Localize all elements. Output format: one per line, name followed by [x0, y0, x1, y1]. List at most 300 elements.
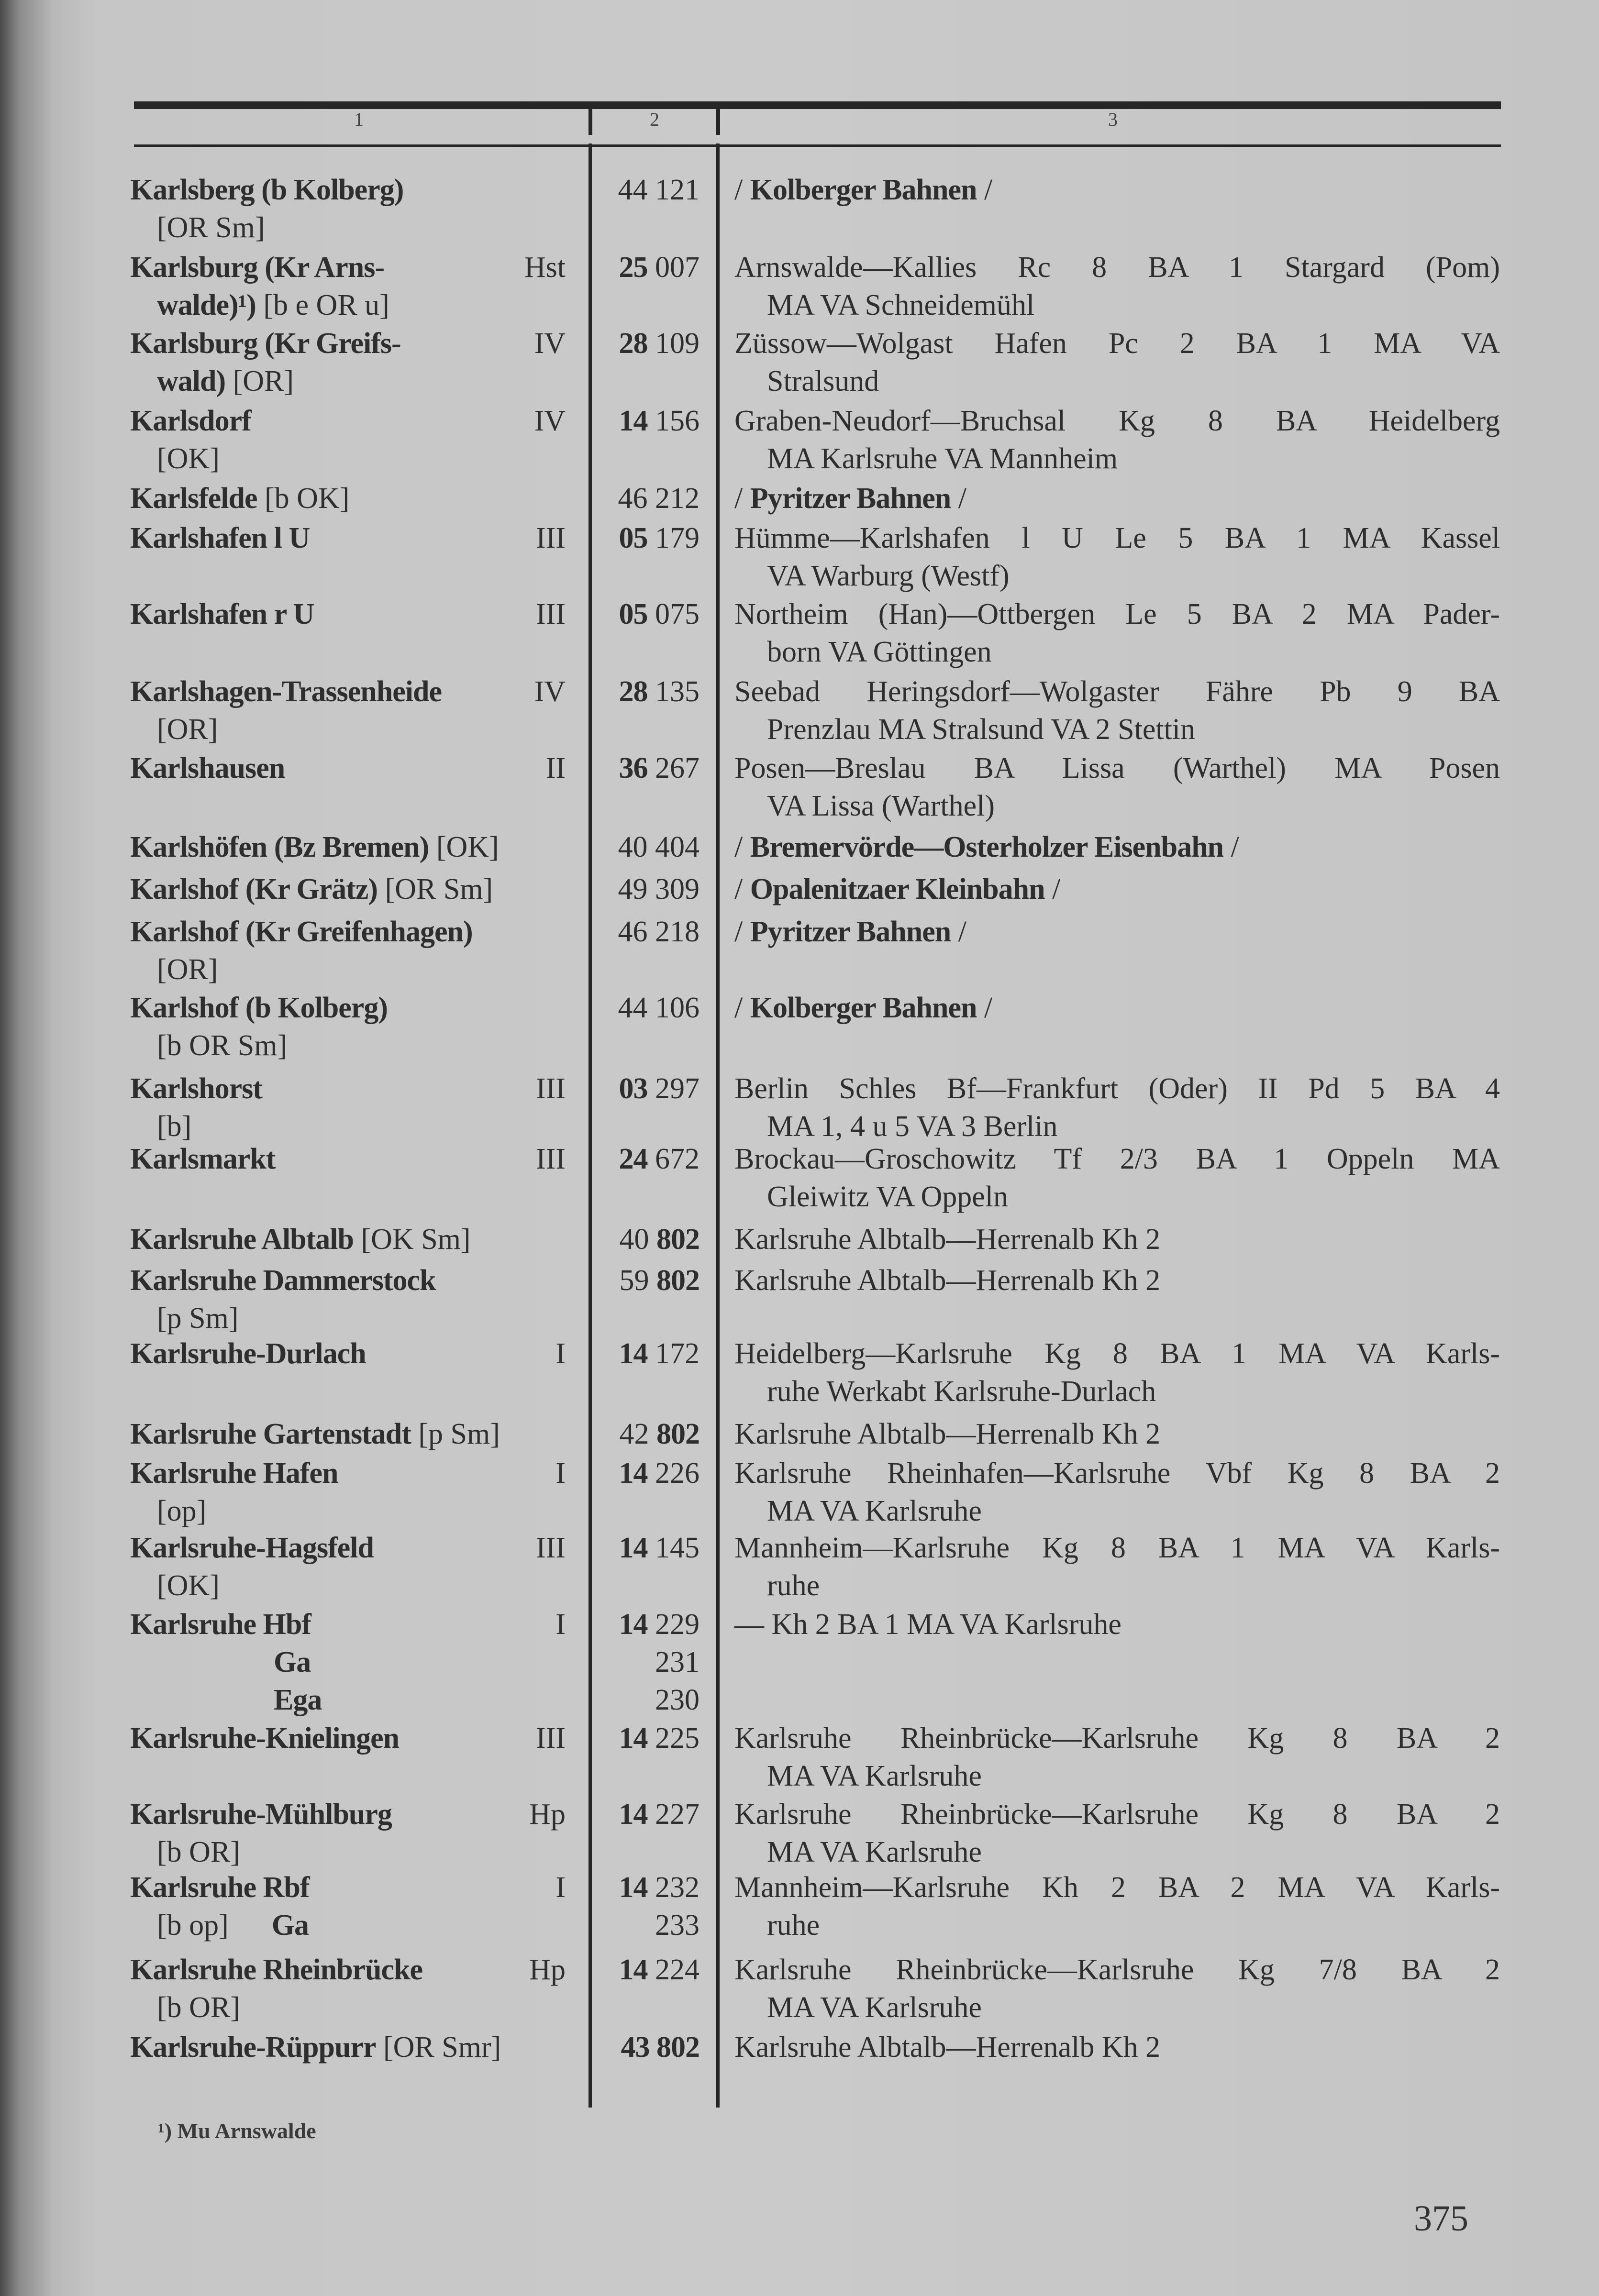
station-name-line: [130, 1492, 575, 1530]
route-description-line: [734, 249, 1500, 287]
route-description-text: MA VA Karlsruhe: [767, 1836, 982, 1868]
station-name-text: Karlsruhe Hbf: [130, 1608, 311, 1641]
route-description-line: [734, 1178, 1500, 1216]
station-name-line: [130, 871, 575, 908]
station-class: III: [536, 598, 566, 630]
station-number-line: [619, 1907, 700, 1944]
station-name: [130, 989, 575, 1065]
station-name-line: [130, 1951, 575, 1989]
route-description: [734, 596, 1500, 671]
station-name-line: [130, 1644, 575, 1681]
station-name-text: [OR Sm]: [378, 873, 493, 905]
station-name-text: [OR]: [157, 713, 218, 746]
route-description-text: Karlsruhe Rheinbrücke—Karlsruhe Kg 8 BA 2: [734, 1798, 1500, 1831]
station-number-text: 297: [647, 1072, 700, 1105]
route-description: [734, 1529, 1500, 1605]
station-name-text: Karlsdorf: [130, 405, 251, 437]
station-number: [619, 1720, 700, 1757]
route-description-text: /: [1044, 873, 1061, 905]
station-name-line: [130, 1567, 575, 1605]
station-number-line: [619, 596, 700, 633]
route-description: [734, 1606, 1500, 1644]
route-description-line: [734, 1529, 1500, 1567]
station-number: [619, 1335, 700, 1373]
station-class: III: [536, 1143, 566, 1175]
station-class: I: [555, 1871, 566, 1904]
route-description-line: [734, 1492, 1500, 1530]
station-name: [130, 2029, 575, 2066]
route-description-line: [734, 1869, 1500, 1907]
station-name-text: wald): [157, 365, 226, 397]
route-description-text: Karlsruhe Albtalb—Herrenalb Kh 2: [734, 2031, 1161, 2064]
route-description-text: /: [734, 174, 750, 206]
station-number-text: 28: [619, 675, 648, 708]
route-description-line: [734, 596, 1500, 633]
header-thin-rule: [134, 144, 1501, 147]
station-number-text: 14: [619, 1798, 648, 1831]
station-class: I: [555, 1457, 566, 1490]
station-name-text: Karlsruhe Rheinbrücke: [130, 1954, 423, 1986]
station-name-line: [130, 1681, 575, 1719]
station-number-text: 135: [647, 675, 700, 708]
header-thick-rule: [134, 101, 1501, 109]
station-number: [618, 828, 700, 866]
station-name-line: [130, 1221, 575, 1258]
route-description-line: [734, 711, 1500, 749]
station-name-line: [130, 1989, 575, 2027]
station-number: [619, 249, 700, 287]
station-number-text: 226: [647, 1457, 700, 1490]
station-class: II: [545, 752, 566, 784]
station-name-text: Karlsruhe-Mühlburg: [130, 1798, 392, 1831]
station-class: Hst: [524, 251, 566, 284]
station-number: [619, 1140, 700, 1178]
station-name-text: [OR Smr]: [376, 2031, 501, 2064]
station-number-text: 36: [619, 752, 648, 784]
route-description-line: [734, 363, 1500, 400]
station-name: [130, 1529, 575, 1605]
route-description-line: [734, 913, 1500, 951]
route-description: [734, 989, 1500, 1027]
station-number-text: 232: [647, 1871, 700, 1904]
station-name-line: [130, 480, 575, 518]
route-description-line: [734, 750, 1500, 787]
station-number: [619, 1796, 700, 1833]
station-name: [130, 828, 575, 866]
station-name-text: [OK Sm]: [354, 1223, 471, 1256]
station-number-line: [619, 1606, 700, 1644]
station-number-text: 14: [619, 1954, 648, 1986]
column-number-3: 3: [1108, 109, 1118, 130]
station-number-line: [620, 1415, 700, 1453]
station-name: [130, 1869, 575, 1944]
station-number-text: 229: [647, 1608, 700, 1641]
station-number-text: 28: [619, 327, 648, 360]
station-number: [618, 913, 700, 951]
station-class: III: [536, 522, 566, 554]
route-description: [734, 1455, 1500, 1530]
route-description-line: [734, 871, 1500, 908]
station-number-line: [619, 1455, 700, 1492]
station-number-text: 802: [656, 1223, 700, 1256]
station-name: [130, 325, 575, 400]
route-description-text: ruhe Werkabt Karlsruhe-Durlach: [767, 1375, 1156, 1408]
route-description: [734, 1415, 1500, 1453]
station-number-line: [619, 1796, 700, 1833]
route-description: [734, 171, 1500, 209]
station-name-line: [130, 711, 575, 749]
route-description-text: MA VA Schneidemühl: [767, 289, 1035, 321]
route-description-text: Northeim (Han)—Ottbergen Le 5 BA 2 MA Pader-: [734, 598, 1500, 630]
route-description-line: [734, 1907, 1500, 1944]
route-description-line: [734, 1415, 1500, 1453]
station-name-text: Karlsfelde: [130, 482, 257, 515]
station-name: [130, 1140, 575, 1178]
route-description-text: Züssow—Wolgast Hafen Pc 2 BA 1 MA VA: [734, 327, 1500, 360]
station-number-text: 14: [619, 1532, 648, 1564]
station-number-text: 40 404: [618, 831, 700, 863]
station-name-text: Karlsruhe-Hagsfeld: [130, 1532, 374, 1564]
route-description-text: Karlsruhe Rheinhafen—Karlsruhe Vbf Kg 8 BA 2: [734, 1457, 1500, 1490]
station-name-text: Karlshausen: [130, 752, 285, 784]
route-description-line: [734, 325, 1500, 363]
route-description-text: — Kh 2 BA 1 MA VA Karlsruhe: [734, 1608, 1122, 1641]
station-number-text: 802: [656, 1418, 700, 1450]
route-description-line: [734, 519, 1500, 557]
station-number-text: 109: [647, 327, 700, 360]
column-separator-1: [589, 144, 592, 2108]
station-name-text: Karlsruhe-Rüppurr: [130, 2031, 376, 2064]
station-class: III: [536, 1722, 566, 1755]
station-number: [619, 1070, 700, 1108]
route-description-text: /: [734, 916, 750, 948]
station-name-line: [130, 1455, 575, 1492]
station-name-line: [130, 363, 575, 400]
station-number-line: [618, 989, 700, 1027]
station-class: I: [555, 1608, 566, 1641]
station-number-text: 46 212: [618, 482, 700, 515]
station-number-text: 44 121: [618, 174, 700, 206]
station-number-text: 49 309: [618, 873, 700, 905]
station-name-line: [130, 1720, 575, 1757]
route-description-text: Posen—Breslau BA Lissa (Warthel) MA Posen: [734, 752, 1500, 784]
route-description-text: Kolberger Bahnen: [750, 174, 977, 206]
route-description-line: [734, 1567, 1500, 1605]
station-number: [619, 402, 700, 440]
station-name-text: [OR]: [225, 365, 294, 397]
station-number: [620, 1221, 700, 1258]
page-number: 375: [1414, 2198, 1468, 2239]
station-name-text: [b OR Sm]: [157, 1029, 288, 1062]
station-number-line: [618, 871, 700, 908]
station-number-text: 802: [656, 1264, 700, 1297]
station-name-line: [130, 1300, 575, 1337]
station-name-text: [b OR]: [157, 1836, 240, 1868]
route-description-text: /: [734, 831, 750, 863]
station-name-line: [130, 171, 575, 209]
station-name-text: Karlsmarkt: [130, 1143, 276, 1175]
route-description-text: Prenzlau MA Stralsund VA 2 Stettin: [767, 713, 1196, 746]
station-name-text: Karlsruhe Dammerstock: [130, 1264, 436, 1297]
station-number: [618, 871, 700, 908]
station-number-text: 40: [619, 1223, 656, 1256]
station-name-text: Karlshagen-Trassenheide: [130, 675, 442, 708]
header-divider-2: [716, 101, 720, 135]
station-number-text: 225: [647, 1722, 700, 1755]
station-number-text: 43 802: [621, 2031, 700, 2064]
route-description: [734, 2029, 1500, 2066]
route-description: [734, 871, 1500, 908]
route-description-line: [734, 1221, 1500, 1258]
route-description: [734, 1262, 1500, 1300]
station-name-line: [130, 1415, 575, 1453]
route-description-line: [734, 1757, 1500, 1795]
station-name-text: [OK]: [157, 1569, 220, 1602]
station-number-line: [619, 1529, 700, 1567]
route-description-line: [734, 1951, 1500, 1989]
station-number: [619, 1455, 700, 1492]
route-description: [734, 1720, 1500, 1795]
station-name-text: Karlsburg (Kr Greifs-: [130, 327, 401, 360]
station-name-line: [130, 1833, 575, 1871]
station-name-line: [130, 249, 575, 287]
station-number-text: 156: [647, 405, 700, 437]
station-name-line: [130, 325, 575, 363]
station-number: [619, 1606, 700, 1719]
route-description-text: /: [977, 174, 993, 206]
station-name-line: [130, 951, 575, 989]
route-description-text: VA Warburg (Westf): [767, 560, 1010, 592]
station-number-text: 14: [619, 1337, 648, 1370]
station-number-text: 075: [647, 598, 700, 630]
station-name-line: [130, 519, 575, 557]
station-name: [130, 1796, 575, 1871]
route-description: [734, 325, 1500, 400]
station-name-text: [p Sm]: [411, 1418, 500, 1450]
station-name-text: [p Sm]: [157, 1302, 239, 1335]
route-description-line: [734, 633, 1500, 671]
station-number: [619, 673, 700, 711]
route-description: [734, 1335, 1500, 1411]
station-class: III: [536, 1532, 566, 1564]
station-number: [618, 171, 700, 209]
route-description: [734, 1221, 1500, 1258]
route-description-text: Arnswalde—Kallies Rc 8 BA 1 Stargard (Pom): [734, 251, 1500, 284]
route-description-text: Mannheim—Karlsruhe Kg 8 BA 1 MA VA Karls-: [734, 1532, 1500, 1564]
station-number: [620, 1415, 700, 1453]
station-class: IV: [534, 405, 566, 437]
route-description-line: [734, 1989, 1500, 2027]
station-name-line: [130, 2029, 575, 2066]
route-description-text: /: [1223, 831, 1239, 863]
station-number-text: 14: [619, 405, 648, 437]
route-description-text: Pyritzer Bahnen: [750, 916, 951, 948]
station-number: [619, 750, 700, 787]
station-name-line: [130, 913, 575, 951]
station-name-line: [130, 989, 575, 1027]
station-name: [130, 913, 575, 989]
station-name-line: [130, 828, 575, 866]
station-number-text: 25: [619, 251, 648, 284]
column-separator-2: [716, 144, 720, 2108]
station-name-line: [130, 209, 575, 247]
route-description-text: Opalenitzaer Kleinbahn: [750, 873, 1045, 905]
station-number-text: 44 106: [618, 992, 700, 1024]
station-number-line: [618, 171, 700, 209]
route-description-text: Mannheim—Karlsruhe Kh 2 BA 2 MA VA Karls-: [734, 1871, 1500, 1904]
route-description-text: Graben-Neudorf—Bruchsal Kg 8 BA Heidelberg: [734, 405, 1500, 437]
route-description-text: Seebad Heringsdorf—Wolgaster Fähre Pb 9 BA: [734, 675, 1500, 708]
station-name-text: [b OK]: [257, 482, 350, 515]
station-number-text: 14: [619, 1871, 648, 1904]
station-number-line: [619, 673, 700, 711]
route-description-line: [734, 402, 1500, 440]
station-name-line: [130, 596, 575, 633]
route-description-text: ruhe: [767, 1909, 820, 1942]
station-number-line: [620, 1221, 700, 1258]
station-name-line: [130, 287, 575, 324]
station-number-text: 05: [619, 522, 648, 554]
route-description-text: /: [977, 992, 993, 1024]
station-number: [618, 480, 700, 518]
route-description-line: [734, 1720, 1500, 1757]
station-number-line: [619, 325, 700, 363]
station-number: [619, 1869, 700, 1944]
route-description-line: [734, 1262, 1500, 1300]
station-name-line: [130, 1869, 575, 1907]
header-divider-1: [589, 101, 592, 135]
station-name: [130, 750, 575, 787]
station-name: [130, 402, 575, 478]
station-number-text: 224: [647, 1954, 700, 1986]
station-name-text: walde)¹): [157, 289, 256, 321]
station-class: III: [536, 1072, 566, 1105]
station-number-line: [619, 1140, 700, 1178]
station-name-line: [130, 1606, 575, 1644]
station-number-text: 227: [647, 1798, 700, 1831]
route-description-text: Karlsruhe Albtalb—Herrenalb Kh 2: [734, 1264, 1161, 1297]
station-number: [619, 1951, 700, 1989]
route-description-text: /: [734, 992, 750, 1024]
station-number-text: 46 218: [618, 916, 700, 948]
station-name-text: Karlsberg (b Kolberg): [130, 174, 404, 206]
station-name-text: Ga: [271, 1909, 309, 1942]
station-name-line: [130, 1529, 575, 1567]
station-number-text: 672: [647, 1143, 700, 1175]
station-number-text: 267: [647, 752, 700, 784]
route-description-text: /: [951, 916, 966, 948]
station-name-line: [130, 1027, 575, 1065]
station-number-line: [619, 1644, 700, 1681]
route-description-line: [734, 1373, 1500, 1411]
station-number-line: [618, 828, 700, 866]
route-description: [734, 1951, 1500, 2027]
station-number-text: 233: [655, 1909, 700, 1942]
station-name-text: Karlsburg (Kr Arns-: [130, 251, 384, 284]
station-name: [130, 480, 575, 518]
station-name-text: Karlsruhe-Knielingen: [130, 1722, 400, 1755]
route-description-text: Karlsruhe Rheinbrücke—Karlsruhe Kg 7/8 BA 2: [734, 1954, 1500, 1986]
route-description-line: [734, 557, 1500, 595]
station-name-text: [op]: [157, 1495, 207, 1527]
station-number-line: [619, 249, 700, 287]
route-description-text: Brockau—Groschowitz Tf 2/3 BA 1 Oppeln MA: [734, 1143, 1500, 1175]
station-name-text: [b op]: [157, 1909, 229, 1942]
route-description-line: [734, 787, 1500, 825]
station-name-text: Karlsruhe-Durlach: [130, 1337, 366, 1370]
route-description-line: [734, 1140, 1500, 1178]
route-description-text: VA Lissa (Warthel): [767, 790, 995, 822]
station-number-text: 14: [619, 1722, 648, 1755]
column-number-1: 1: [354, 109, 364, 130]
station-name: [130, 1951, 575, 2027]
station-name-text: Karlsruhe Gartenstadt: [130, 1418, 411, 1450]
route-description-line: [734, 1455, 1500, 1492]
station-class: Hp: [529, 1798, 566, 1831]
station-name-text: Karlshof (Kr Grätz): [130, 873, 378, 905]
route-description: [734, 1796, 1500, 1871]
route-description-text: Gleiwitz VA Oppeln: [767, 1181, 1009, 1213]
station-number: [619, 519, 700, 557]
route-description-text: Pyritzer Bahnen: [750, 482, 951, 515]
station-name-line: [130, 750, 575, 787]
route-description: [734, 828, 1500, 866]
station-name: [130, 249, 575, 324]
station-name-text: [OR]: [157, 953, 218, 986]
route-description-line: [734, 1833, 1500, 1871]
station-name: [130, 1720, 575, 1757]
route-description-line: [734, 1796, 1500, 1833]
route-description-text: MA VA Karlsruhe: [767, 1760, 982, 1792]
station-name: [130, 596, 575, 633]
route-description: [734, 673, 1500, 749]
station-number-text: 14: [619, 1608, 648, 1641]
route-description: [734, 913, 1500, 951]
station-number-line: [619, 1720, 700, 1757]
station-name: [130, 871, 575, 908]
station-number-line: [619, 1681, 700, 1719]
route-description-line: [734, 171, 1500, 209]
column-number-2: 2: [650, 109, 659, 130]
route-description-line: [734, 440, 1500, 478]
station-name-text: Karlshorst: [130, 1072, 262, 1105]
route-description-text: Stralsund: [767, 365, 879, 397]
station-number-text: 145: [647, 1532, 700, 1564]
station-number-line: [619, 750, 700, 787]
station-name-text: Ga: [274, 1646, 311, 1678]
station-name: [130, 1221, 575, 1258]
footnote: ¹) Mu Arnswalde: [158, 2119, 316, 2143]
station-class: I: [555, 1337, 566, 1370]
route-description-line: [734, 1335, 1500, 1373]
station-number: [621, 2029, 700, 2066]
route-description-text: Hümme—Karlshafen l U Le 5 BA 1 MA Kassel: [734, 522, 1500, 554]
station-name-text: Karlshafen l U: [130, 522, 310, 554]
route-description: [734, 1070, 1500, 1146]
station-name-text: [b e OR u]: [255, 289, 389, 321]
route-description: [734, 519, 1500, 595]
station-number-line: [619, 1869, 700, 1907]
station-name: [130, 1606, 575, 1719]
station-name-text: Karlshof (b Kolberg): [130, 992, 388, 1024]
route-description: [734, 480, 1500, 518]
route-description-text: MA 1, 4 u 5 VA 3 Berlin: [767, 1110, 1058, 1143]
station-number-text: 05: [619, 598, 648, 630]
route-description-text: Bremervörde—Osterholzer Eisenbahn: [750, 831, 1224, 863]
station-name-line: [130, 1262, 575, 1300]
route-description-text: Karlsruhe Albtalb—Herrenalb Kh 2: [734, 1223, 1161, 1256]
route-description-line: [734, 989, 1500, 1027]
